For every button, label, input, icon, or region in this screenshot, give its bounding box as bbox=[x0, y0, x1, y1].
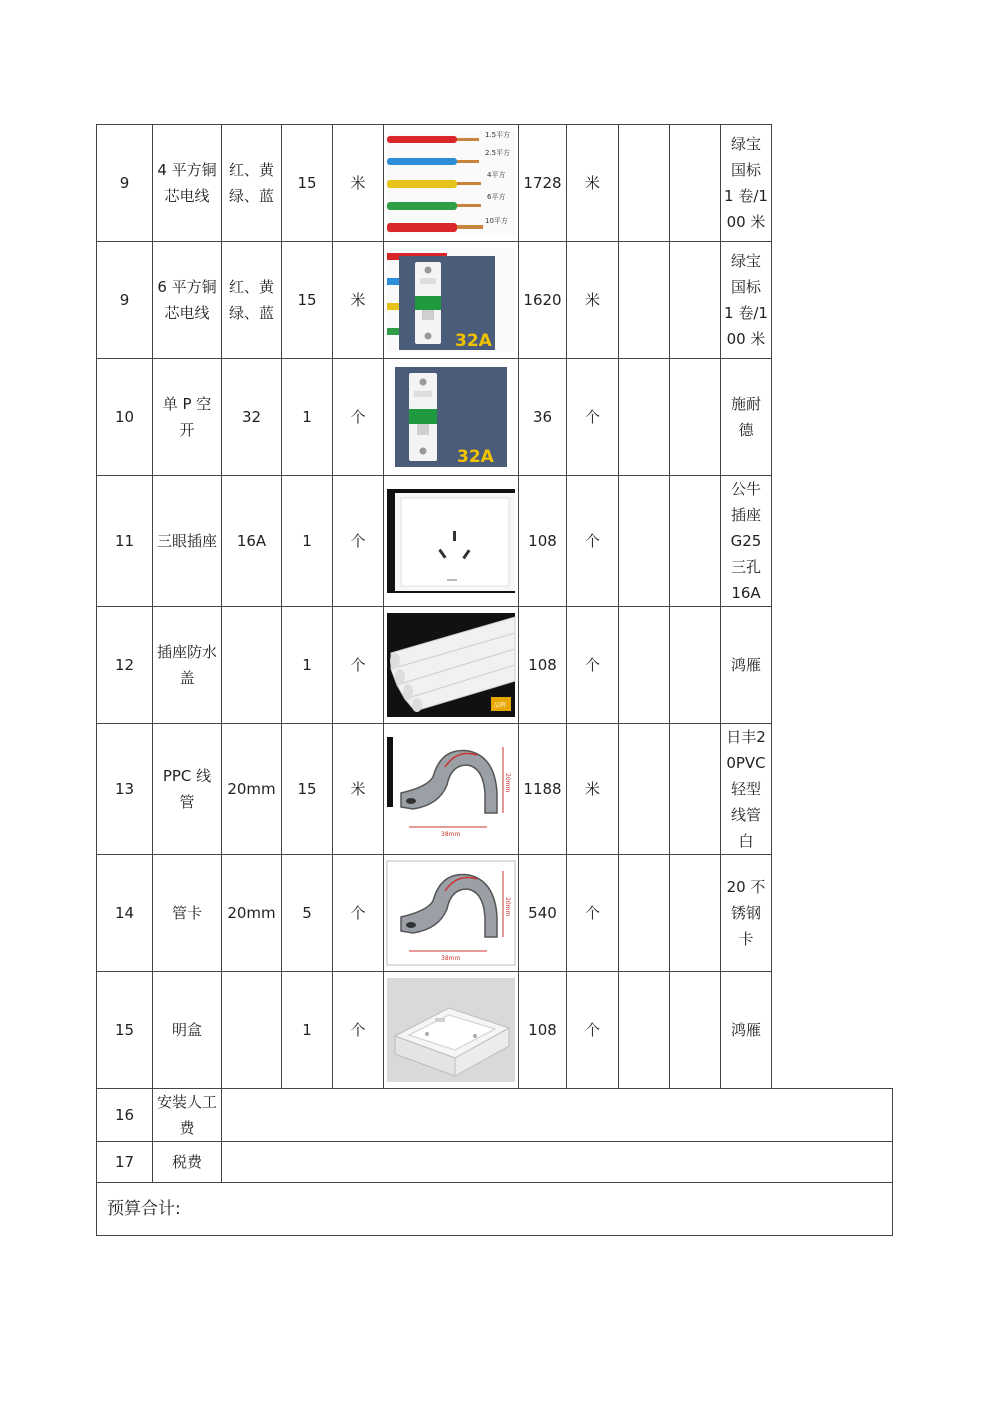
surface-mount-box-icon bbox=[387, 978, 515, 1082]
table-row bbox=[97, 1142, 893, 1183]
colored-copper-wires-icon bbox=[387, 131, 515, 235]
item-remark: 绿宝 国标 1 卷/100 米 bbox=[721, 125, 772, 242]
item-name: 明盒 bbox=[153, 972, 222, 1089]
row-number: 12 bbox=[97, 607, 153, 724]
item-unit: 个 bbox=[333, 359, 384, 476]
item-quantity: 1 bbox=[282, 972, 333, 1089]
tax-value-cell bbox=[222, 1142, 893, 1183]
price-unit: 米 bbox=[567, 242, 619, 359]
empty-cell bbox=[670, 125, 721, 242]
labor-value-cell bbox=[222, 1089, 893, 1142]
steel-pipe-clamp-icon bbox=[387, 861, 515, 965]
table-row bbox=[97, 1183, 893, 1236]
price-unit: 米 bbox=[567, 724, 619, 855]
row-number: 15 bbox=[97, 972, 153, 1089]
item-quantity: 1 bbox=[282, 607, 333, 724]
item-spec: 红、黄绿、蓝 bbox=[222, 125, 282, 242]
item-remark: 鸿雁 bbox=[721, 972, 772, 1089]
item-remark: 20 不锈钢卡 bbox=[721, 855, 772, 972]
unit-price: 1188 bbox=[519, 724, 567, 855]
item-name: 6 平方铜芯电线 bbox=[153, 242, 222, 359]
product-image-cell bbox=[384, 972, 519, 1089]
item-quantity: 1 bbox=[282, 476, 333, 607]
row-number: 9 bbox=[97, 242, 153, 359]
item-spec bbox=[222, 972, 282, 1089]
item-unit: 米 bbox=[333, 242, 384, 359]
empty-cell bbox=[619, 607, 670, 724]
empty-cell bbox=[619, 724, 670, 855]
budget-total-label: 预算合计: bbox=[97, 1183, 893, 1236]
item-unit: 个 bbox=[333, 607, 384, 724]
unit-price: 36 bbox=[519, 359, 567, 476]
item-quantity: 15 bbox=[282, 125, 333, 242]
wire-label: 6平方 bbox=[487, 193, 506, 201]
product-image-cell bbox=[384, 359, 519, 476]
labor-label: 安装人工费 bbox=[153, 1089, 222, 1142]
unit-price: 108 bbox=[519, 476, 567, 607]
wire-label: 4平方 bbox=[487, 171, 506, 179]
empty-cell bbox=[670, 724, 721, 855]
item-spec: 16A bbox=[222, 476, 282, 607]
unit-price: 540 bbox=[519, 855, 567, 972]
circuit-breaker-icon bbox=[387, 365, 515, 469]
price-unit: 个 bbox=[567, 359, 619, 476]
empty-cell bbox=[670, 607, 721, 724]
product-image-cell bbox=[384, 242, 519, 359]
row-number: 14 bbox=[97, 855, 153, 972]
product-image-cell bbox=[384, 724, 519, 855]
item-name: 单 P 空开 bbox=[153, 359, 222, 476]
item-unit: 米 bbox=[333, 125, 384, 242]
row-number: 13 bbox=[97, 724, 153, 855]
product-image-cell bbox=[384, 476, 519, 607]
tax-label: 税费 bbox=[153, 1142, 222, 1183]
row-number: 9 bbox=[97, 125, 153, 242]
table-row bbox=[97, 1089, 893, 1142]
item-name: 管卡 bbox=[153, 855, 222, 972]
steel-pipe-clamp-icon bbox=[387, 737, 515, 841]
three-hole-socket-icon bbox=[387, 489, 515, 593]
item-spec bbox=[222, 607, 282, 724]
item-unit: 米 bbox=[333, 724, 384, 855]
product-image-cell bbox=[384, 607, 519, 724]
price-unit: 个 bbox=[567, 972, 619, 1089]
table-row bbox=[97, 724, 893, 855]
item-quantity: 1 bbox=[282, 359, 333, 476]
item-name: 三眼插座 bbox=[153, 476, 222, 607]
unit-price: 1728 bbox=[519, 125, 567, 242]
price-unit: 个 bbox=[567, 855, 619, 972]
item-remark: 公牛插座 G25 三孔 16A bbox=[721, 476, 772, 607]
table-row bbox=[97, 125, 893, 242]
product-image-cell bbox=[384, 125, 519, 242]
empty-cell bbox=[670, 359, 721, 476]
table-row bbox=[97, 607, 893, 724]
clamp-width-label: 38mm bbox=[441, 955, 461, 962]
empty-cell bbox=[619, 476, 670, 607]
product-image-cell bbox=[384, 855, 519, 972]
table-row bbox=[97, 972, 893, 1089]
clamp-height-label: 20mm bbox=[504, 897, 511, 917]
empty-cell bbox=[619, 972, 670, 1089]
item-spec: 20mm bbox=[222, 724, 282, 855]
wire-label: 10平方 bbox=[485, 217, 508, 225]
clamp-height-label: 20mm bbox=[504, 773, 511, 793]
item-remark: 绿宝 国标 1 卷/100 米 bbox=[721, 242, 772, 359]
white-pvc-pipes-icon bbox=[387, 613, 515, 717]
item-remark: 鸿雁 bbox=[721, 607, 772, 724]
item-remark: 施耐德 bbox=[721, 359, 772, 476]
row-number: 11 bbox=[97, 476, 153, 607]
breaker-rating-label: 32A bbox=[455, 331, 492, 351]
budget-table bbox=[96, 124, 893, 1236]
item-spec: 20mm bbox=[222, 855, 282, 972]
empty-cell bbox=[670, 855, 721, 972]
row-number: 17 bbox=[97, 1142, 153, 1183]
item-name: 插座防水盖 bbox=[153, 607, 222, 724]
pipe-badge-label: 品牌 bbox=[494, 702, 507, 709]
item-quantity: 15 bbox=[282, 242, 333, 359]
table-row bbox=[97, 855, 893, 972]
copper-wires-with-breaker-icon bbox=[387, 248, 515, 352]
unit-price: 1620 bbox=[519, 242, 567, 359]
table-row bbox=[97, 242, 893, 359]
wire-label: 1.5平方 bbox=[485, 131, 511, 139]
item-unit: 个 bbox=[333, 972, 384, 1089]
unit-price: 108 bbox=[519, 972, 567, 1089]
item-name: 4 平方铜芯电线 bbox=[153, 125, 222, 242]
wire-label: 2.5平方 bbox=[485, 149, 511, 157]
empty-cell bbox=[670, 972, 721, 1089]
item-spec: 红、黄绿、蓝 bbox=[222, 242, 282, 359]
item-unit: 个 bbox=[333, 855, 384, 972]
row-number: 10 bbox=[97, 359, 153, 476]
empty-cell bbox=[670, 242, 721, 359]
price-unit: 米 bbox=[567, 125, 619, 242]
item-name: PPC 线管 bbox=[153, 724, 222, 855]
table-row bbox=[97, 476, 893, 607]
empty-cell bbox=[619, 359, 670, 476]
empty-cell bbox=[619, 855, 670, 972]
item-quantity: 5 bbox=[282, 855, 333, 972]
breaker-rating-label: 32A bbox=[457, 447, 494, 467]
price-unit: 个 bbox=[567, 607, 619, 724]
item-quantity: 15 bbox=[282, 724, 333, 855]
item-unit: 个 bbox=[333, 476, 384, 607]
empty-cell bbox=[619, 125, 670, 242]
row-number: 16 bbox=[97, 1089, 153, 1142]
price-unit: 个 bbox=[567, 476, 619, 607]
table-row bbox=[97, 359, 893, 476]
unit-price: 108 bbox=[519, 607, 567, 724]
item-spec: 32 bbox=[222, 359, 282, 476]
clamp-width-label: 38mm bbox=[441, 831, 461, 838]
empty-cell bbox=[619, 242, 670, 359]
empty-cell bbox=[670, 476, 721, 607]
item-remark: 日丰20PVC轻型线管 白 bbox=[721, 724, 772, 855]
